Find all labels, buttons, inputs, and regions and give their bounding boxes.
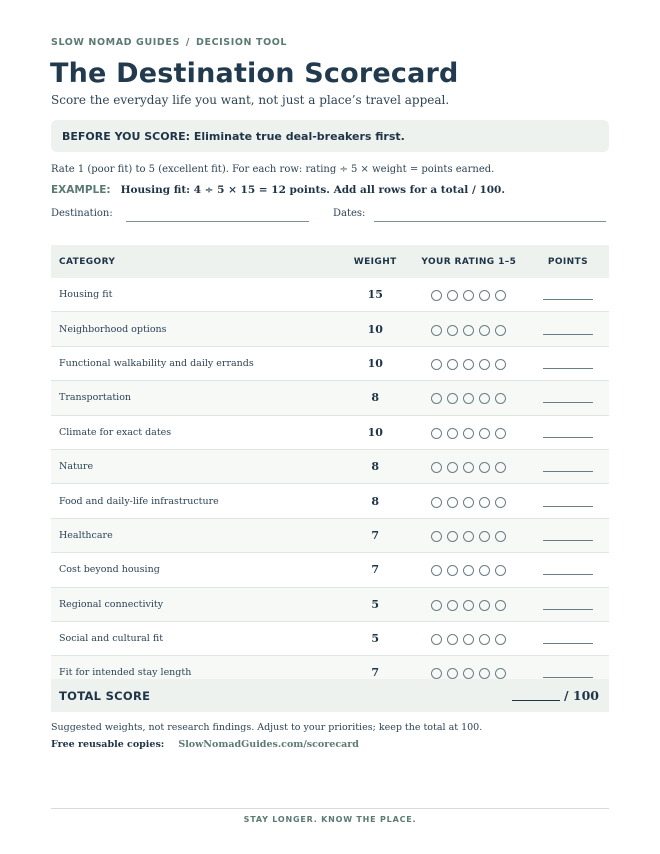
- footer-tagline: STAY LONGER. KNOW THE PLACE.: [243, 815, 417, 824]
- rating-options: [431, 428, 506, 439]
- points-field[interactable]: [543, 326, 593, 335]
- table-row: [51, 346, 609, 380]
- row-weight: 7: [340, 656, 411, 690]
- rating-radio-1[interactable]: [431, 428, 442, 439]
- rating-radio-5[interactable]: [495, 565, 506, 576]
- table-row: [51, 587, 609, 621]
- rating-radio-4[interactable]: [479, 393, 490, 404]
- table-row: [51, 381, 609, 415]
- total-score-max: / 100: [564, 688, 600, 703]
- row-category: Regional connectivity: [51, 587, 340, 621]
- rating-radio-4[interactable]: [479, 634, 490, 645]
- rating-radio-4[interactable]: [479, 531, 490, 542]
- row-points: [527, 553, 609, 587]
- rating-radio-4[interactable]: [479, 565, 490, 576]
- table-row: [51, 312, 609, 346]
- column-header-points: POINTS: [527, 245, 609, 278]
- rating-instructions: Rate 1 (poor fit) to 5 (excellent fit). For each row: rating ÷ 5 × weight = points earned.: [51, 164, 495, 175]
- row-category: Climate for exact dates: [51, 415, 340, 449]
- total-score-bar: [51, 679, 609, 712]
- rating-radio-3[interactable]: [463, 393, 474, 404]
- points-field[interactable]: [543, 532, 593, 541]
- rating-radio-1[interactable]: [431, 497, 442, 508]
- rating-radio-5[interactable]: [495, 668, 506, 679]
- rating-radio-1[interactable]: [431, 565, 442, 576]
- points-field[interactable]: [543, 394, 593, 403]
- column-header-category: CATEGORY: [51, 245, 340, 278]
- row-weight: 10: [340, 312, 411, 346]
- row-category: Functional walkability and daily errands: [51, 346, 340, 380]
- row-category: Neighborhood options: [51, 312, 340, 346]
- copies-label: Free reusable copies:: [51, 739, 165, 750]
- row-category: Transportation: [51, 381, 340, 415]
- rating-radio-1[interactable]: [431, 290, 442, 301]
- footer-divider: [51, 808, 609, 809]
- rating-radio-1[interactable]: [431, 531, 442, 542]
- points-field[interactable]: [543, 360, 593, 369]
- rating-radio-2[interactable]: [447, 668, 458, 679]
- rating-radio-4[interactable]: [479, 462, 490, 473]
- page-title: The Destination Scorecard: [50, 58, 459, 89]
- rating-options: [431, 359, 506, 370]
- row-points: [527, 621, 609, 655]
- rating-radio-3[interactable]: [463, 634, 474, 645]
- rating-radio-3[interactable]: [463, 290, 474, 301]
- rating-radio-3[interactable]: [463, 359, 474, 370]
- rating-radio-2[interactable]: [447, 462, 458, 473]
- notice-banner: [51, 120, 609, 152]
- rating-radio-1[interactable]: [431, 634, 442, 645]
- column-header-weight: WEIGHT: [340, 245, 411, 278]
- row-weight: 5: [340, 621, 411, 655]
- rating-radio-3[interactable]: [463, 497, 474, 508]
- rating-radio-1[interactable]: [431, 359, 442, 370]
- rating-radio-5[interactable]: [495, 359, 506, 370]
- copies-link[interactable]: SlowNomadGuides.com/scorecard: [178, 739, 359, 750]
- rating-radio-4[interactable]: [479, 325, 490, 336]
- total-score-field[interactable]: [512, 700, 560, 701]
- rating-radio-2[interactable]: [447, 565, 458, 576]
- row-points: [527, 278, 609, 312]
- row-weight: 8: [340, 449, 411, 483]
- row-rating: [411, 312, 527, 346]
- breadcrumb-separator: /: [185, 37, 190, 48]
- row-weight: 8: [340, 484, 411, 518]
- rating-options: [431, 462, 506, 473]
- table-row: [51, 415, 609, 449]
- row-rating: [411, 518, 527, 552]
- rating-radio-2[interactable]: [447, 325, 458, 336]
- row-category: Housing fit: [51, 278, 340, 312]
- rating-radio-1[interactable]: [431, 325, 442, 336]
- row-points: [527, 449, 609, 483]
- row-rating: [411, 381, 527, 415]
- row-points: [527, 587, 609, 621]
- rating-radio-3[interactable]: [463, 600, 474, 611]
- rating-radio-2[interactable]: [447, 428, 458, 439]
- points-field[interactable]: [543, 291, 593, 300]
- points-field[interactable]: [543, 669, 593, 678]
- dates-field[interactable]: [374, 221, 606, 222]
- rating-radio-2[interactable]: [447, 531, 458, 542]
- rating-radio-5[interactable]: [495, 634, 506, 645]
- example-text: Housing fit: 4 ÷ 5 × 15 = 12 points. Add all rows for a total / 100.: [120, 184, 506, 196]
- example-label: EXAMPLE:: [51, 184, 111, 196]
- rating-radio-4[interactable]: [479, 428, 490, 439]
- table-row: [51, 278, 609, 312]
- row-weight: 8: [340, 381, 411, 415]
- row-category: Nature: [51, 449, 340, 483]
- points-field[interactable]: [543, 429, 593, 438]
- rating-radio-4[interactable]: [479, 600, 490, 611]
- rating-radio-3[interactable]: [463, 462, 474, 473]
- table-header-row: [51, 245, 609, 278]
- points-field[interactable]: [543, 463, 593, 472]
- row-weight: 5: [340, 587, 411, 621]
- rating-radio-5[interactable]: [495, 393, 506, 404]
- table-row: [51, 553, 609, 587]
- total-score-label: TOTAL SCORE: [59, 689, 151, 703]
- rating-radio-5[interactable]: [495, 462, 506, 473]
- row-weight: 7: [340, 553, 411, 587]
- rating-radio-3[interactable]: [463, 428, 474, 439]
- points-field[interactable]: [543, 601, 593, 610]
- row-weight: 7: [340, 518, 411, 552]
- dates-label: Dates:: [333, 208, 366, 219]
- points-field[interactable]: [543, 635, 593, 644]
- row-weight: 10: [340, 346, 411, 380]
- row-points: [527, 381, 609, 415]
- rating-options: [431, 565, 506, 576]
- rating-options: [431, 531, 506, 542]
- rating-radio-1[interactable]: [431, 600, 442, 611]
- rating-options: [431, 497, 506, 508]
- row-rating: [411, 278, 527, 312]
- rating-radio-2[interactable]: [447, 393, 458, 404]
- rating-radio-5[interactable]: [495, 531, 506, 542]
- row-category: Cost beyond housing: [51, 553, 340, 587]
- row-category: Food and daily-life infrastructure: [51, 484, 340, 518]
- table-row: [51, 518, 609, 552]
- rating-radio-3[interactable]: [463, 668, 474, 679]
- rating-radio-5[interactable]: [495, 290, 506, 301]
- table-row: [51, 484, 609, 518]
- row-points: [527, 312, 609, 346]
- rating-radio-1[interactable]: [431, 393, 442, 404]
- breadcrumb-brand: SLOW NOMAD GUIDES: [51, 37, 180, 48]
- breadcrumb: [51, 37, 287, 48]
- breadcrumb-section: DECISION TOOL: [196, 37, 288, 48]
- row-rating: [411, 621, 527, 655]
- rating-radio-2[interactable]: [447, 600, 458, 611]
- points-field[interactable]: [543, 498, 593, 507]
- row-rating: [411, 449, 527, 483]
- rating-options: [431, 634, 506, 645]
- row-rating: [411, 415, 527, 449]
- rating-radio-2[interactable]: [447, 497, 458, 508]
- rating-radio-4[interactable]: [479, 497, 490, 508]
- rating-radio-5[interactable]: [495, 600, 506, 611]
- rating-radio-3[interactable]: [463, 531, 474, 542]
- example-line: [51, 184, 505, 196]
- row-weight: 10: [340, 415, 411, 449]
- rating-options: [431, 600, 506, 611]
- rating-options: [431, 325, 506, 336]
- table-row: [51, 449, 609, 483]
- rating-radio-4[interactable]: [479, 290, 490, 301]
- rating-options: [431, 393, 506, 404]
- rating-radio-3[interactable]: [463, 565, 474, 576]
- rating-radio-2[interactable]: [447, 634, 458, 645]
- page-subtitle: Score the everyday life you want, not just a place’s travel appeal.: [51, 93, 450, 107]
- rating-radio-3[interactable]: [463, 325, 474, 336]
- row-category: Social and cultural fit: [51, 621, 340, 655]
- row-points: [527, 415, 609, 449]
- column-header-rating: YOUR RATING 1–5: [411, 245, 527, 278]
- row-rating: [411, 346, 527, 380]
- rating-radio-2[interactable]: [447, 359, 458, 370]
- destination-label: Destination:: [51, 208, 113, 219]
- rating-radio-4[interactable]: [479, 668, 490, 679]
- table-row: [51, 621, 609, 655]
- row-category: Fit for intended stay length: [51, 656, 340, 690]
- weights-disclaimer: Suggested weights, not research findings. Adjust to your priorities; keep the total at 100.: [51, 722, 483, 733]
- rating-radio-5[interactable]: [495, 497, 506, 508]
- rating-radio-1[interactable]: [431, 668, 442, 679]
- copies-line: [51, 739, 359, 750]
- row-points: [527, 346, 609, 380]
- rating-radio-1[interactable]: [431, 462, 442, 473]
- rating-radio-4[interactable]: [479, 359, 490, 370]
- row-rating: [411, 553, 527, 587]
- points-field[interactable]: [543, 566, 593, 575]
- scorecard-table: [51, 245, 609, 691]
- rating-options: [431, 668, 506, 679]
- rating-radio-5[interactable]: [495, 428, 506, 439]
- row-category: Healthcare: [51, 518, 340, 552]
- rating-radio-2[interactable]: [447, 290, 458, 301]
- row-rating: [411, 484, 527, 518]
- notice-text: BEFORE YOU SCORE: Eliminate true deal-breakers first.: [62, 130, 405, 143]
- row-weight: 15: [340, 278, 411, 312]
- destination-field[interactable]: [126, 221, 309, 222]
- rating-options: [431, 290, 506, 301]
- row-rating: [411, 587, 527, 621]
- row-points: [527, 484, 609, 518]
- rating-radio-5[interactable]: [495, 325, 506, 336]
- row-points: [527, 518, 609, 552]
